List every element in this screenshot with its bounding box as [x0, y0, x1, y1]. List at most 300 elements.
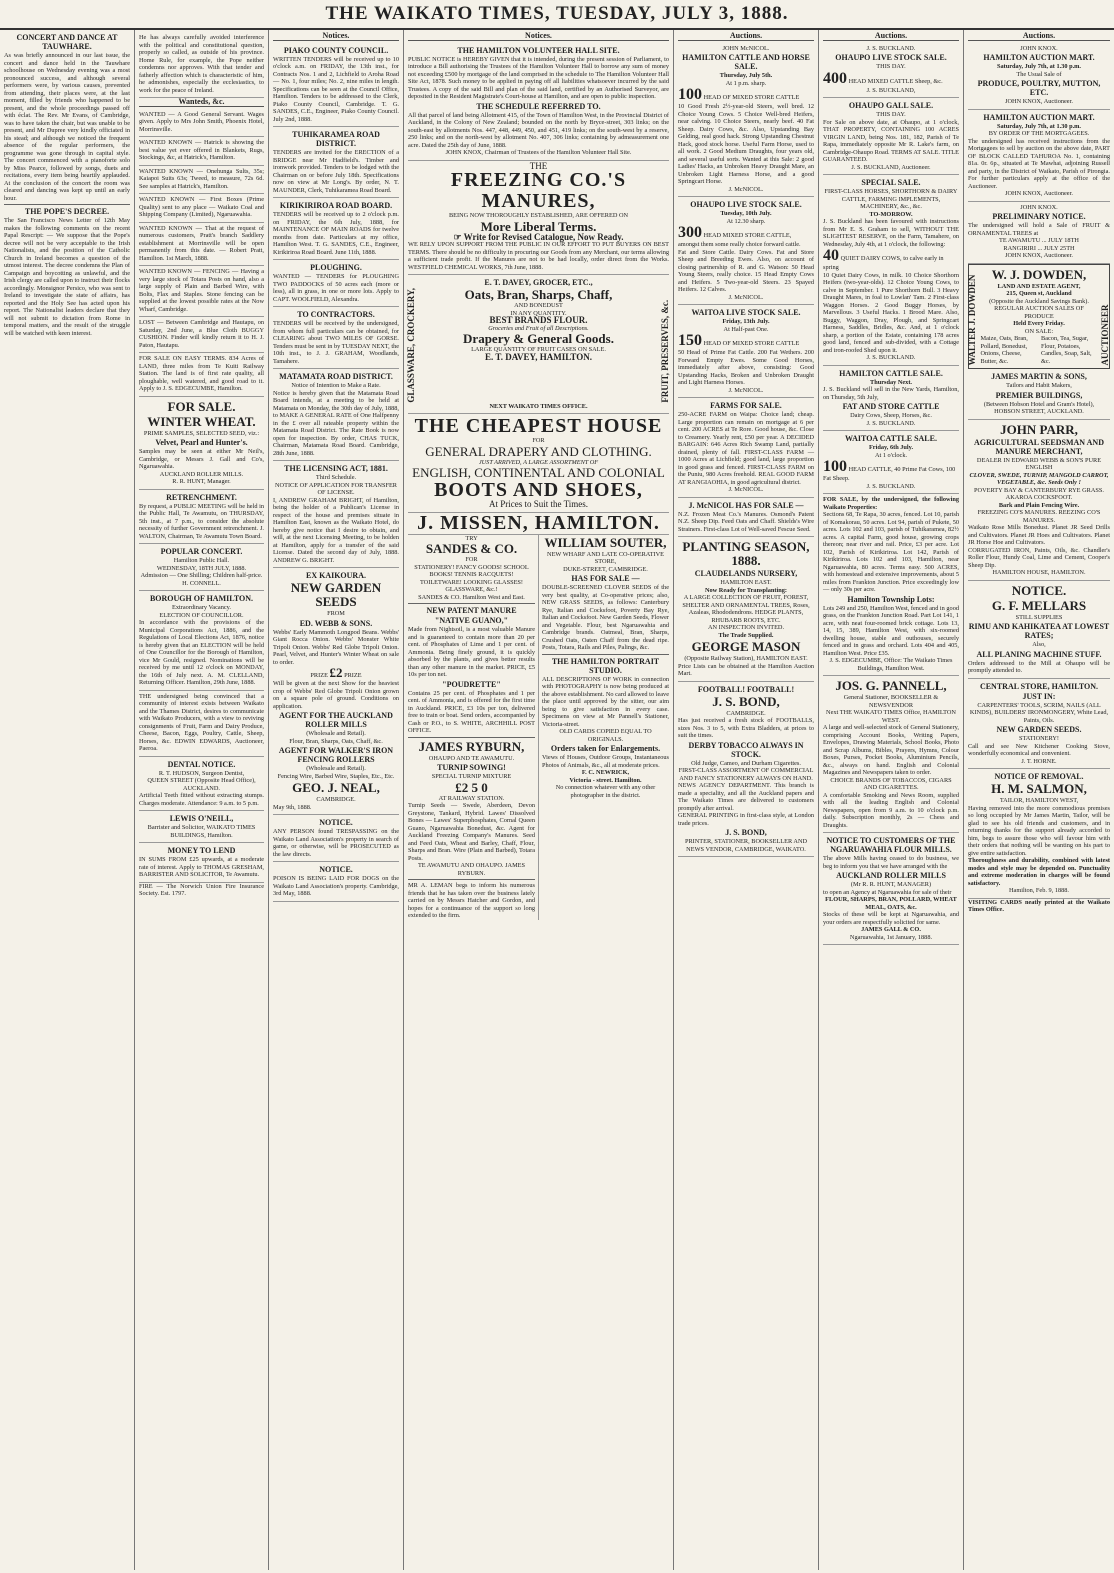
mart2-signature: JOHN KNOX, Auctioneer. [1005, 190, 1073, 197]
ngaru-text: The above Mills having ceased to do business, we beg to inform you that we have arranged with the [823, 855, 959, 870]
notice2-text: POISON IS BEING LAID FOR DOGS on the Waikato Land Association's property. Cambridge, 3rd May, 1888. [273, 875, 399, 897]
township-signature: J. S. EDGECUMBE, Office: The Waikato Times Buildings, Hamilton West. [829, 657, 953, 672]
news-agency: NEWS AGENCY DEPARTMENT. This branch is made a speciality, and all the Auckland papers and The Waikato Times are delivered to customers promptly after arrival. [678, 782, 814, 812]
gall-signature: J. S. BUCKLAND, Auctioneer. [851, 163, 931, 171]
agent-list: Flour, Bran, Sharps, Oats, Chaff, &c. [289, 737, 383, 745]
mellars-also: Also, [1032, 641, 1046, 648]
kirikiriroa-title: KIRIKIRIROA ROAD BOARD. [279, 201, 393, 210]
licensing-text: I, ANDREW GRAHAM BRIGHT, of Hamilton, being the holder of a Publican's License in respect of the house and premises situate in Hamilton East, known as the Waikato Hotel, do hereby give notice that I desire to obtain, and will, at the next Licensing Meeting, to be holden at Hamilton, apply for a transfer of the said License. Dated the second day of July, 1888. ANDREW G. BRIGHT. [273, 496, 399, 564]
ohaupo-live-signature: J. S. BUCKLAND, [866, 86, 916, 94]
ex-kaikoura-title: EX KAIKOURA. [305, 571, 366, 580]
column-2 [135, 30, 269, 1570]
borough-sub: Extraordinary Vacancy. [172, 604, 231, 611]
derby-sub: Old Judge, Cameo, and Durham Cigarettes. [691, 759, 801, 767]
popular-concert-venue: Hamilton Public Hall. [173, 557, 230, 564]
parr-location: AKAROA COCKSFOOT. [1005, 494, 1073, 501]
hcs-text: 10 Good Fresh 2½-year-old Steers, well bred. 12 Choice Young Cows. 5 Choice Well-bred Heifers, near calving. 10 Choice Steers, nearly beef. 40 Fat Sheep. Dairy Cows, &c. Also, Upstanding Bay Gelding, real good hack. Strong Upstanding Chestnut Hack, good stock horse. Useful Farm Horse, used to all work. 2 Good Medium Draughts, four years old, and several useful sorts. Wanted at this Sale: 2 good Ladies' Hacks, an Unbroken Heavy Draught Mare, an Unbroken Light Harness Horse, and a good Springcart Horse. [678, 103, 814, 185]
salmon-sub: TAILOR, HAMILTON WEST, [999, 797, 1079, 804]
ryburn-footer: TE AWAMUTU AND OHAUPO. JAMES RYBURN. [417, 862, 526, 877]
lewis-oneill-ad [139, 811, 264, 843]
forsale6-text: Sections 68, Te Rapa, 30 acres, fenced. Lot 10, parish of Komakorau, 50 acres. Lot 94, parish of Pukete, 50 acres. Lots 102 and 103, parish of Tuhikaramea, 82½ acres. A capital Farm, good house, growing crops thereon; near river and rail. Price, £3 per acre. Lot 102, Parish of Kirikiriroa. Lot 142, Parish of Kirikiriroa. Lots 102 and 103, Hamilton, near Ngaruawahia, 80 acres. Terms easy. 500 ACRES, with homestead and extensive improvements, about 5 miles from Frankton Junction. Price exceedingly low — only 30s per acre. [823, 511, 959, 593]
hcs-time: At 1 p.m. sharp. [725, 79, 767, 87]
column-6 [819, 30, 964, 1570]
mason-name: GEORGE MASON [691, 639, 801, 654]
mart2-title: HAMILTON AUCTION MART. [983, 112, 1095, 122]
newrick-address: Victoria - street. Hamilton. [569, 776, 642, 784]
pannell-text: A large and well-selected stock of General Stationery, comprising Account Books, Writing Papers, Envelopes, Drawing Materials, School Books, Photo and Scrap Albums, Bibles, Prayers, Hymns, Colour Boxes, Purses, Pocket Books, Aluminium Pencils, &c., always on hand. English and Colonial Magazines and Newspapers taken to order. [823, 724, 959, 776]
planting-nursery: CLAUDELANDS NURSERY, [694, 569, 798, 578]
freezing-title: FREEZING CO.'S MANURES, [450, 169, 627, 212]
martin-title: JAMES MARTIN & SONS, [991, 372, 1087, 381]
prelim-signature: JOHN KNOX, Auctioneer. [1005, 252, 1073, 259]
lost-ad: LOST — Between Cambridge and Hautapu, on Saturday, 2nd June, a Blue Cloth BUGGY CUSHION. Finder will kindly return it to H. J. Paton, Hautapu. [139, 317, 264, 353]
davey-title: Oats, Bran, Sharps, Chaff, [464, 287, 613, 302]
masthead [0, 0, 1114, 30]
freezing-catalogue: Write for Revised Catalogue, Now Ready. [463, 231, 624, 242]
column-3 [269, 30, 404, 1570]
mcnicol-has: J. McNICOL HAS FOR SALE — [688, 500, 804, 510]
parr-sub: AGRICULTURAL SEEDSMAN AND MANURE MERCHANT, [974, 437, 1104, 456]
parr-grass: POVERTY BAY & CANTERBURY RYE GRASS. [974, 486, 1104, 494]
waitoa6-signature: J. S. BUCKLAND. [866, 482, 916, 490]
schedule-title: THE SCHEDULE REFERRED TO. [476, 101, 601, 111]
volunteer-signature: JOHN KNOX, Chairman of Trustees of the Hamilton Volunteer Hall Site. [445, 149, 632, 156]
special-text: J. S. Buckland has been favoured with instructions from Mr E. S. Graham to sell, WITHOUT THE SLIGHTEST RESERVE, on the Farm, Tamahere, on Wednesday, July 4th, at 1 o'clock, the following: [823, 218, 959, 248]
central-just: JUST IN: [1022, 691, 1056, 701]
prelim-place-1: TE AWAMUTU ... JULY 18TH [999, 237, 1079, 244]
waitoa6-lot: HEAD CATTLE, 40 Prime Fat Cows, 100 Fat Sheep. [823, 466, 956, 482]
gall-text: For Sale on above date, at Ohaupo, at 1 o'clock, THAT PROPERTY, CONTAINING 100 ACRES VIRGIN LAND, being Nos. 181, 182, Parish of Te Rapa, immediately opposite Mr R. Lake's farm, on Cambridge-Ohaupo Road. TERMS AT SALE. TITLE GUARANTEED. [823, 118, 959, 163]
ngaru-goods: FLOUR, SHARPS, BRAN, POLLARD, WHEAT MEAL, OATS, &c. [825, 896, 957, 911]
notice-text: ANY PERSON found TRESPASSING on the Waikato Land Association's property in search of game, or otherwise, will be PROSECUTED as the law directs. [273, 828, 399, 858]
ngaru-signature: JAMES GALL & CO. [861, 926, 921, 933]
dental-title: DENTAL NOTICE. [167, 759, 236, 769]
auctions-heading-2: Auctions. [823, 32, 959, 41]
poudrette-title: "POUDRETTE" [442, 679, 501, 689]
mellars-timber: RIMU AND KAHIKATEA AT LOWEST RATES; [968, 622, 1110, 640]
printing: GENERAL PRINTING in first-class style, at London trade prices. [678, 812, 814, 827]
wanted-ad: WANTED KNOWN — Hatrick is showing the best value yet ever offered in Blankets, Rugs, Stockings, &c, at Hatrick's, Hamilton. [139, 137, 264, 166]
ohaupo-live-title: OHAUPO LIVE STOCK SALE. [835, 53, 947, 62]
davey-quantity: IN ANY QUANTITY. [510, 309, 567, 317]
martin-premier: PREMIER BUILDINGS, [995, 390, 1083, 400]
parr-house: HAMILTON HOUSE, HAMILTON. [992, 569, 1086, 576]
bond-sub: CAMBRIDGE. [726, 709, 766, 717]
central-stove: Call and see New Kitchener Cooking Stove, wonderfully economical and convenient. [968, 742, 1110, 757]
forsale6-title: FOR SALE, by the undersigned, the following Waikato Properties: [823, 496, 959, 511]
popular-concert-date: WEDNESDAY, 18TH JULY, 1888. [156, 564, 247, 572]
ohaupo-text: Fat and Store Cattle. Dairy Cows. Fat and Store Sheep and Breeding Ewes. Also, on account of closing partnership of R. and G. Watson: 50 Head Young Steers, really choice. 15 Head Empty Cows and Heifers. 5 Two-year-old Steers. 23 Spayed Heifers. 12 Calves. [678, 248, 814, 293]
cheapest-english: ENGLISH, CONTINENTAL AND COLONIAL [412, 465, 665, 481]
farms-title: FARMS FOR SALE. [710, 401, 782, 410]
turnip-text: Turnip Seeds — Swede, Aberdeen, Devon Greystone, Tankard, Hybrid. Lawes' Dissolved Bones — Lawes' Superphosphates, Cornal Queen Guano, Ngaruawahia Bonedust, &c. Agent for Auckland Freezing Company's Manures. Seed and Feed Oats, Wheat and Barley, Chaff, Flour, Sharps and Bran. Wire (Plain and Barbed), Totara Posts. [408, 802, 535, 862]
planting-ready: Now Ready for Transplanting: [704, 586, 788, 594]
bond-footer: PRINTER, STATIONER, BOOKSELLER AND NEWS VENDOR, CAMBRIDGE, WAIKATO. [684, 838, 808, 853]
turnip-price: £2 5 0 [455, 779, 488, 795]
winter-wheat-title: WINTER WHEAT. [147, 413, 256, 429]
retrenchment-ad [139, 490, 264, 545]
parr-title: JOHN PARR, [1000, 421, 1078, 437]
bond-title: J. S. BOND, [712, 693, 780, 709]
prize-amount: £2 [329, 665, 343, 680]
mart-signature: JOHN KNOX, Auctioneer. [1005, 98, 1073, 105]
bond-footer-name: J. S. BOND, [725, 828, 767, 837]
masthead-title: THE WAIKATO TIMES, TUESDAY, JULY 3, 1888. [325, 3, 789, 24]
pannell-smoking: A comfortable Smoking and News Room, supplied with all the leading English and Colonial Newspapers, open from 9 a.m. to 10 o'clock p.m. daily. Subscription monthly, 2s — Chess and Draughts. [823, 791, 959, 829]
hcs6-fat: FAT AND STORE CATTLE [842, 402, 940, 411]
pannell-location: Next THE WAIKATO TIMES Office, HAMILTON WEST. [826, 709, 956, 724]
mart-date: Saturday, July 7th, at 1.30 p.m. [997, 63, 1081, 70]
davey-groceries: Groceries and Fruit of all Descriptions. [488, 324, 589, 332]
this-day: THIS DAY. [876, 63, 906, 70]
freezing-terms: More Liberal Terms. [480, 218, 597, 234]
garden-seeds-title: NEW GARDEN SEEDS [290, 580, 382, 609]
matamata-sub: Notice of Intention to Make a Rate. [291, 382, 381, 389]
licensing-title: THE LICENSING ACT, 1881. [284, 464, 388, 473]
borough-ad [139, 591, 264, 691]
pannell-sub: General Stationer, BOOKSELLER & NEWSVENDOR [843, 694, 939, 709]
waitoa-lot: HEAD OF MIXED STORE CATTLE [703, 340, 800, 347]
ngaru-mills: AUCKLAND ROLLER MILLS [836, 871, 946, 880]
prize-text: Will be given at the next Show for the heaviest crop of Webbs' Red Globe Tripoli Onion grown on a square pole of ground. Conditions on application. [273, 680, 399, 710]
special-sub: FIRST-CLASS HORSES, SHORTHORN & DAIRY CATTLE, FARMING IMPLEMENTS, MACHINERY, &c., &c. [824, 188, 958, 210]
knox-header-2: JOHN KNOX. [1020, 203, 1058, 211]
sandes-for: FOR [465, 556, 478, 564]
parr-bark: Bark and Plain Fencing Wire. [998, 501, 1080, 509]
sandes-address: SANDES & CO. Hamilton West and East. [418, 593, 525, 601]
column-2-article: He has always carefully avoided interference with the political and constitutional question, properly so called, as outside of his province. Home Rule, for example, the Pope neither condemns nor approves. With that tender and fatherly affection which is characteristic of him, he admonishes, especially the ecclesiastics, to work for the peace of Ireland. [139, 32, 264, 98]
ploughing-title: PLOUGHING. [310, 263, 362, 272]
central-stationery: STATIONERY! [1018, 735, 1060, 742]
mart2-order: BY ORDER OF THE MORTGAGEES. [988, 130, 1090, 137]
souter-has: HAS FOR SALE — [571, 574, 640, 584]
notices-heading: Notices. [273, 32, 399, 41]
money-title: MONEY TO LEND [167, 846, 236, 855]
mart2-date: Saturday, July 7th, at 1.30 p.m. [997, 122, 1081, 130]
ohaupo-live-number: 400 [823, 69, 847, 87]
planting-location: HAMILTON EAST. [720, 579, 772, 586]
patent-text: Made from Nightsoil, is a most valuable Manure and is guaranteed to contain more than 20 per cent. of Phosphates of Lime and 1 per cent. of Ammonia. Being finely ground, it is quickly absorbed by the plants, and gives better results than any other manure in the market. PRICE, £5 10s per ton net. [408, 626, 535, 679]
garden-firm: ED. WEBB & SONS. [299, 618, 373, 628]
winter-wheat-ad [139, 397, 264, 490]
salmon-notice: NOTICE OF REMOVAL. [994, 772, 1084, 781]
auctions-heading: Auctions. [678, 32, 814, 41]
mellars-sub: STILL SUPPLIES [1015, 613, 1063, 621]
matamata-title: MATAMATA ROAD DISTRICT. [279, 372, 393, 381]
money-to-lend-ad [139, 843, 264, 883]
kirikiriroa-text: TENDERS will be received up to 2 o'clock p.m. on FRIDAY, the 6th July, 1888, for MAINTENANCE OF MAIN ROADS for twelve months from date. Particulars at my office, Hamilton West. T. G. SANDES, C.E., Engineer, Kirikiriroa Road Board. June 11th, 1888. [273, 211, 399, 256]
pointing-hand-icon: ☞ [453, 231, 464, 242]
agent2-sub: (Wholesale and Retail). [306, 765, 366, 772]
davey-head: E. T. DAVEY, GROCER, ETC., [484, 278, 593, 287]
newrick-footer: No connection whatever with any other photographer in the district. [555, 784, 656, 799]
dowden-goods-left: Maize, Oats, Bran, Pollard, Bonedust, Onions, Cheese, Butter, &c. [980, 335, 1028, 365]
freezing-text: WE RELY UPON SUPPORT FROM THE PUBLIC IN OUR EFFORT TO PUT BUYERS ON BEST TERMS. There should be no difficulty in procuring our Goods from any Merchant, our terms allowing a sufficient trade profit. If the Manures are not to be had locally, order direct from the Works. WESTFIELD CHEMICAL WORKS, 7th June, 1888. [408, 241, 669, 271]
wheat-sub: PRIME SAMPLES, SELECTED SEED, viz.: [143, 429, 260, 437]
prelim-place-2: RANGIRIRI ... JULY 25TH [1003, 244, 1075, 252]
davey-right-side: FRUIT, PRESERVES, &c. [659, 299, 670, 403]
davey-fruit: LARGE QUANTITY OF FRUIT CASES ON SALE. [471, 346, 606, 353]
contractors-title: TO CONTRACTORS. [297, 310, 375, 319]
parr-seeds: CLOVER, SWEDE, TURNIP, MANGOLD CARROT, VEGETABLE, &c. Seeds Only ! [969, 471, 1109, 486]
dowden-side-right: AUCTIONEER [1099, 303, 1110, 365]
dowden-side-left: WALTER J. DOWDEN [967, 274, 977, 365]
souter-text: DOUBLE-SCREENED CLOVER SEEDS of the very best quality, at Co-operative prices; also, NEW GRASS SEEDS, as follows: Canterbury Rye, Italian and Cocksfoot, Poverty Bay Rye, Italian and Cocksfoot. New Garden Seeds, Flower and Vegetable. Flour, best Ngaruawahia and Cambridge brands. Oatmeal, Bran, Sharps, Crushed Oats, Oaten Chaff from the dead ripe. Posts, Totara, Rails and Piles, Palings, &c. [542, 584, 669, 652]
lewis-title: LEWIS O'NEILL, [169, 814, 234, 823]
cheapest-boots: BOOTS AND SHOES, [434, 479, 643, 502]
borough-text: In accordance with the provisions of the Municipal Corporations Act, 1886, and the Regulations of Local Elections Act, 1876, notice is hereby given that an ELECTION will be held of One Councillor for the Borough of Hamilton, vice Mr Gould, resigned. Nominations will be received by me until 12 o'clock on MONDAY, the 16th of July next. A. M. CLELLAND, Returning Officer. Hamilton, 29th June, 1888. [139, 619, 264, 686]
central-seeds: NEW GARDEN SEEDS. [996, 725, 1082, 734]
cheapest-for: FOR [532, 437, 545, 445]
notice2-title: NOTICE. [319, 865, 353, 874]
davey-drapery: Drapery & General Goods. [463, 331, 614, 346]
gall-title: OHAUPO GALL SALE. [848, 101, 934, 110]
salmon-bold: Thoroughness and durability, combined with latest modes and style may be depended on. Punctuality and extreme moderation in charges will be found satisfactory. [968, 857, 1110, 887]
newrick-name: F. C. NEWRICK, [581, 769, 630, 777]
hcs-signature: J. McNICOL. [728, 185, 764, 193]
freezing-sub: BEING NOW THOROUGHLY ESTABLISHED, ARE OFFERED ON [448, 212, 629, 219]
souter-sub: NEW WHARF AND LATE CO-OPERATIVE STORE, [547, 550, 664, 566]
pannell-title: JOS. G. PANNELL, [835, 678, 947, 693]
portrait-copies: OLD CARDS COPIED EQUAL TO ORIGINALS. [559, 728, 652, 743]
souter-location: DUKE-STREET, CAMBRIDGE. [563, 565, 648, 573]
salmon-text: Having removed into the more commodious premises so long occupied by Mr James Martin, Tailor, will be glad to see his old friends and customers, and in returning thanks for the support already accorded to him, begs to assure those who will favour him with their orders that nothing will be wanting on his part to give entire satisfaction. [968, 804, 1110, 857]
for-sale-title: FOR SALE. [167, 398, 236, 414]
dowden-land: LAND AND ESTATE AGENT, [997, 282, 1081, 290]
money-text: IN SUMS FROM £25 upwards, at a moderate rate of interest. Apply to THOMAS GRESHAM, BARRISTER AND SOLICITOR, Te Awamutu. [139, 856, 264, 878]
hcs6-signature: J. S. BUCKLAND. [866, 419, 916, 427]
mill-name: AUCKLAND ROLLER MILLS. [159, 470, 244, 478]
waitoa6-title: WAITOA CATTLE SALE. [845, 434, 937, 443]
mart-usual: The Usual Sale of [1016, 70, 1062, 78]
ngaru-date: Ngaruawahia, 1st January, 1888. [849, 933, 933, 941]
mason-sub: (Opposite Railway Station), HAMILTON EAST. [684, 655, 808, 662]
portrait-title: THE HAMILTON PORTRAIT STUDIO. [551, 656, 660, 675]
mcnicol-text: N.Z. Frozen Meat Co.'s Manures. Osmond's Patent N.Z. Sheep Dip. Feed Oats and Chaff. Shields's Wire Strainers. First-class Lot of Well-saved Fescue Seed. [678, 510, 814, 533]
waitoa-date: Friday, 13th July. [722, 318, 770, 325]
ngaru-title: NOTICE TO CUSTOMERS OF THE NGARUAWAHIA FLOUR MILLS. [826, 836, 956, 854]
ohaupo-title: OHAUPO LIVE STOCK SALE. [690, 200, 802, 209]
mart2-text: The undersigned has received instructions from the Mortgagees to sell by auction on the above date, PART OF BLOCK CALLED TAHUROA No. 1, containing 81a. 0r. 6p., situated at Te Mawhai, adjoining Russell and party, in the District of Waikato, Parish of Pirongia. For further particulars apply at the office of the Auctioneer. [968, 137, 1110, 190]
borough-title: BOROUGH OF HAMILTON. [149, 594, 254, 603]
undersigned-ad: THE undersigned being convinced that a community of interest exists between Waikato and the Thames District, desires to communicate with Waikato Producers, with a view to reviving consignments of Fruit, Farm and Dairy Produce, Cheese, Bacon, Eggs, Poultry, Cattle, Sheep, Horses, &c. EDWIN EDWARDS, Auctioneer, Paeroa. [139, 691, 264, 757]
fire-ad: FIRE — The Norwich Union Fire Insurance Society. Est. 1797. [139, 882, 264, 897]
waitoa6-date: Friday, 6th July. [868, 444, 914, 451]
mason-footer: Price Lists can be obtained at the Hamilton Auction Mart. [678, 662, 814, 677]
special-signature: J. S. BUCKLAND. [866, 354, 916, 361]
popular-concert-ad [139, 544, 264, 591]
column-4 [404, 30, 674, 1570]
mill-manager: R. R. HUNT, Manager. [172, 478, 231, 485]
column-7 [964, 30, 1114, 1570]
bond-text: Has just received a fresh stock of FOOTBALLS, sizes Nos. 3 to 5, with Extra Bladders, at prices to suit the times. [678, 717, 814, 739]
cheapest-sub: GENERAL DRAPERY AND CLOTHING. [425, 443, 652, 459]
sandes-try: TRY [465, 534, 478, 542]
dowden-opposite: (Opposite the Auckland Savings Bank). [989, 297, 1089, 305]
ohaupo-time: At 12.30 sharp. [726, 217, 766, 225]
borough-election: ELECTION OF COUNCILLOR. [159, 611, 244, 619]
special-tomorrow: TO-MORROW. [869, 210, 913, 218]
hcs6-date: Thursday Next. [870, 378, 912, 386]
ploughing-text: WANTED — TENDERS for PLOUGHING TWO PADDOCKS of 50 acres each (more or less), all in grass, in one or more lots. Apply to CAPT. WOOLFIELD, Alexandra. [273, 273, 399, 303]
patent-title: NEW PATENT MANURE [426, 606, 517, 616]
licensing-sub: Third Schedule. [315, 474, 357, 481]
leman-text: MR A. LEMAN begs to inform his numerous friends that he has taken over the business lately carried on by Messrs Hatcher and Gordon, and hopes for a continuance of the support so long extended to the firm. [408, 882, 535, 920]
ngaru-manager: (Mr R. R. HUNT, MANAGER) [850, 881, 932, 888]
cheapest-prices: At Prices to Suit the Times. [488, 499, 588, 510]
missen-banner: J. MISSEN, HAMILTON. [408, 513, 669, 535]
popular-concert-admission: Admission — One Shilling; Children half-price. H. CONNELL. [140, 572, 263, 587]
special-number: 40 [823, 247, 839, 264]
ohaupo-date: Tuesday, 10th July. [720, 210, 772, 217]
pannell-tobacco: CHOICE BRANDS OF TOBACCOS, CIGARS AND CIGARETTES. [830, 776, 952, 791]
central-signature: J. T. HORNE. [1021, 757, 1057, 765]
waitoa-number: 150 [678, 332, 702, 349]
dowden-regular: REGULAR AUCTION SALES OF PRODUCE [994, 305, 1084, 320]
ohaupo-lot: HEAD MIXED STORE CATTLE, amongst them some really choice forward cattle. [678, 232, 801, 248]
hcs6-title: HAMILTON CATTLE SALE. [839, 368, 943, 378]
dowden-name: W. J. DOWDEN, [991, 266, 1087, 282]
martin-street: HOBSON STREET, AUCKLAND. [994, 408, 1084, 415]
hcs-date: Thursday, July 5th. [719, 72, 773, 79]
column-1 [0, 30, 135, 1570]
ohaupo-number: 300 [678, 224, 702, 241]
piako-title: PIAKO COUNTY COUNCIL. [283, 45, 389, 55]
poudrette-text: Contains 25 per cent. of Phosphates and 1 per cent. of Ammonia, and is offered for the first time in Auckland. PRICE, £3 10s per ton, delivered free to train or boat. Send orders, accompanied by Cash or P.O., to S. WHITE, ARCHHILL POST OFFICE. [408, 689, 535, 735]
mellars-text: Orders addressed to the Mill at Ohaupo will be promptly attended to. [968, 659, 1110, 674]
turnip-station: AT RAILWAY STATION. [438, 794, 505, 802]
ryburn-sub: OHAUPO AND TE AWAMUTU. [428, 754, 515, 762]
dowden-goods-right: Bacon, Tea, Sugar, Flour, Potatoes, Candles, Soap, Salt, &c. [1041, 335, 1092, 365]
prelim-text: The undersigned will hold a Sale of FRUIT & ORNAMENTAL TREES at [968, 222, 1110, 237]
lewis-sub: Barrister and Solicitor, WAIKATO TIMES BUILDINGS, Hamilton. [147, 824, 256, 839]
pope-text: The San Francisco News Letter of 12th May makes the following comments on the recent Papal Rescript: — We suppose that the Pope's decree will not be very acceptable to the Irish Nationalists, and the position of the Catholic Church in Ireland becomes a question of the utmost interest. The decree condemns the Plan of Campaign and boycotting as unlawful, and the Irish clergy are called upon to instruct their flocks accordingly. Monsignor Persico, who was sent to Ireland to investigate the state of affairs, has reported and the Holy See has acted upon his report. The Nationalist leaders declare that they will not submit to dictation from Rome in temporal matters, and the result of the struggle will be watched with keen interest. [4, 217, 130, 337]
waitoa-time: At Half-past One. [723, 325, 769, 333]
mart-produce: PRODUCE, POULTRY, MUTTON, ETC. [977, 79, 1101, 97]
schedule-text: All that parcel of land being Allotment 415, of the Town of Hamilton West, in the Provincial District of Auckland, in the Colony of New Zealand; bounded on the north by Bryce-street, 303 links; on the south-east by allotments Nos. 447, 448, 449, 450, and 451, 419 links; on the south-west by a reserve, 250 links; and on the north-west by allotment No. 407, 306 links; containing by admeasurement one acre. Dated the 25th day of June, 1888. [408, 111, 669, 149]
turnip-title: TURNIP SOWING! [437, 763, 506, 773]
agent-title: AGENT FOR THE AUCKLAND ROLLER MILLS [279, 711, 393, 729]
tuhikaramea-text: TENDERS are invited for the ERECTION of a BRIDGE near Mr Hadfield's. Timber and ironwork provided. Tenders to be lodged with the Chairman on or before July 18th. Specifications now on view at Mr Long's. By order, N. T. MAUNDER, Clerk, Tuhikaramea Road Board. [273, 149, 399, 194]
retrenchment-title: RETRENCHMENT. [166, 492, 237, 502]
cheapest-title: THE CHEAPEST HOUSE [414, 415, 663, 438]
salmon-name: H. M. SALMON, [991, 781, 1087, 796]
wanted-ad: WANTED KNOWN — FENCING — Having a very large stock of Totara Posts on hand, also a large supply of Plain and Barbed Wire, with Bolts, Flax and Staples. Stone fencing can be supplied at the lowest possible rates at the Now Wharf, Cambridge. [139, 266, 264, 317]
farms-text: 250-ACRE FARM on Waipa: Choice land; cheap. Large proportion can remain on mortgage at 6 per cent. 200 ACRES at Te Rore. Good house, &c. Close to Creamery. Yearly rent, £50 per year. A DECIDED BARGAIN: 646 Acres Rich Swamp Land, partially drained, plenty of fall. FIRST-CLASS FARM — 1000 Acres at Lichfield; good land, large proportion in good grass and fenced. FIRST-CLASS FARM on the Puniu, 980 Acres freehold. REAL GOOD FARM AT RANGIAOHIA, in good agricultural district. [678, 411, 814, 486]
pope-title: THE POPE'S DECREE. [24, 207, 110, 216]
hcs-lot: HEAD OF MIXED STORE CATTLE [703, 94, 800, 101]
ohaupo-signature: J. McNICOL. [728, 293, 764, 301]
turnip-mix: SPECIAL TURNIP MIXTURE [431, 773, 512, 781]
planting-trade: The Trade Supplied. [718, 631, 774, 639]
wheat-text: Samples may be seen at either Mr Neil's, Cambridge, or Messrs J. Gall and Co's, Ngaruawahia. [139, 448, 264, 470]
township-title: Hamilton Township Lots: [847, 594, 935, 604]
farms-signature: J. McNICOL. [728, 486, 764, 493]
bond-stationery: FIRST-CLASS ASSORTMENT OF COMMERCIAL AND FANCY STATIONERY ALWAYS ON HAND. [678, 767, 814, 782]
hcs-title: HAMILTON CATTLE AND HORSE SALE. [682, 53, 810, 71]
geo-neal-sub: CAMBRIDGE. [316, 796, 356, 803]
souter-title: WILLIAM SOUTER, [544, 534, 667, 550]
agent2-list: Fencing Wire, Barbed Wire, Staples, Etc., Etc. [277, 772, 395, 780]
special-list: 10 Quiet Dairy Cows, in milk. 10 Choice Shorthorn Heifers (two-year-olds). 12 Choice Young Cows, to calve in September. 1 Pure Shorthorn Bull. 3 Heavy Draught Mares, in foal to Lowlan' Tam. 2 First-class Waggon Horses. 2 Good Buggy Horses, by Marvellous. 3 Useful Hacks. 1 Brood Mare. Also, Buggy, Waggon, Dray, Plough, and Springcart Harness, Saddles, Bridles, &c. And, at 1 o'clock sharp, a portion of the Estate, containing 178 acres good land, fenced and sub-divided, with a Cottage and iron-roofed Shed upon it. [823, 271, 959, 354]
auctions-heading-3: Auctions. [968, 32, 1110, 41]
dental-name: R. T. HUDSON, Surgeon Dentist, [158, 769, 245, 777]
township-text: Lots 249 and 250, Hamilton West, fenced and in good grass, on the Frankton Junction Road. Part Lot 141, 1 acre, with neat four-roomed brick cottage. Lots 13, 14, 15, 389, Hamilton West, with six-roomed dwelling house, stable and outhouses, securely fenced and in grass and orchard. Lots 404 and 405, Hamilton West. Price £35. [823, 604, 959, 657]
waitoa-text: 50 Head of Prime Fat Cattle. 200 Fat Wethers. 200 Forward Empty Ewes. Some Good Horses, immediately after above, consisting: Good Upstanding Hacks, Broken and Unbroken Draught and Light Harness Horses. [678, 349, 814, 386]
dowden-address: 215, Queen st, Auckland [1006, 290, 1072, 297]
mart-title: HAMILTON AUCTION MART. [983, 53, 1095, 62]
gall-day: THIS DAY. [876, 111, 906, 118]
martin-location: (Between Hobson Hotel and Gram's Hotel), [983, 400, 1095, 408]
agent-sub: (Wholesale and Retail). [306, 730, 366, 737]
garden-from: FROM [327, 610, 345, 617]
ngaru-text3: Stocks of these will be kept at Ngaruawahia, and your orders are respectfully solicited for same. [823, 911, 959, 926]
central-items: CARPENTERS' TOOLS, SCRIM, NAILS (ALL KINDS), BUILDERS' IRONMONGERY, White Lead, Paints, Oils. [969, 701, 1109, 724]
mellars-notice: NOTICE. [1011, 582, 1067, 598]
mcnicol-header: JOHN McNICOL. [722, 44, 770, 52]
hcs6-text: J. S. Buckland will sell in the New Yards, Hamilton, on Thursday, 5th July, [823, 386, 959, 401]
notices-heading-2: Notices. [408, 32, 669, 41]
central-title: CENTRAL STORE, HAMILTON. [979, 681, 1099, 691]
ohaupo-live-lot: HEAD MIXED CATTLE Sheep, &c. [848, 77, 943, 85]
special-lot: QUIET DAIRY COWS, to calve early in spring [823, 255, 944, 271]
sandes-title: SANDES & CO. [425, 541, 518, 557]
column-5 [674, 30, 819, 1570]
martin-sub: Tailors and Habit Makers, [1006, 382, 1072, 389]
hcs6-fat-sub: Dairy Cows, Sheep, Horses, &c. [850, 412, 932, 419]
wanted-ad: WANTED KNOWN — That at the request of numerous customers, Pratt's branch Saddlery establishment at Morrinsville will be open permanently from this date. — Robert Pratt, Hamilton. 1st March, 1888. [139, 223, 264, 267]
planting-title: PLANTING SEASON, 1888. [682, 539, 810, 568]
davey-and: AND BONEDUST [514, 302, 563, 309]
parr-dealer: DEALER IN EDWARD WEBB & SON'S PURE ENGLISH [976, 456, 1102, 471]
tuhikaramea-title: TUHIKARAMEA ROAD DISTRICT. [292, 130, 380, 148]
contractors-text: TENDERS will be received by the undersigned, from whom full particulars can be obtained, for CLEARING about TWO MILES OF GORSE. Tenders must be sent in by TUESDAY NEXT, the 10th inst., to J. J. GRAHAM, Woodlands, Tamahere. [273, 320, 400, 365]
planting-text: A LARGE COLLECTION OF FRUIT, FOREST, SHELTER AND ORNAMENTAL TREES, Roses, Azaleas, Rhododendrons. HEDGE PLANTS, RHUBARB ROOTS, ETC. [682, 594, 810, 624]
wheat-kinds: Velvet, Pearl and Hunter's. [155, 438, 248, 447]
notice-title: NOTICE. [319, 818, 353, 827]
retrenchment-text: By request, a PUBLIC MEETING will be held in the Public Hall, Te Awamutu, on THURSDAY, 5th inst., at 7 p.m., to consider the absolute necessity of further Government retrenchment. J. WALTON, Chairman, Te Awamutu Town Board. [139, 502, 264, 540]
licensing-notice: NOTICE OF APPLICATION FOR TRANSFER OF LICENSE. [275, 481, 397, 496]
prelim-title: PRELIMINARY NOTICE. [992, 212, 1086, 221]
parr-text: Waikato Rose Mills Bonedust. Planet JR Seed Drills and Cultivators. Planet JR Hoes and Cultivators. Planet JR Horse Hoe and Cultivators. [968, 524, 1110, 546]
waitoa-signature: J. McNICOL. [728, 386, 764, 394]
wanteds-heading: Wanteds, &c. [139, 98, 264, 107]
salmon-date: Hamilton, Feb. 9, 1888. [1009, 887, 1069, 894]
dowden-friday: Held Every Friday. [1013, 320, 1065, 327]
parr-corrugated: CORRUGATED IRON, Paints, Oils, &c. Chandler's Roller Flour, Hundy Coal, Lime and Cement, Cooper's Sheep Dip. [968, 546, 1110, 569]
ngaru-text2: to open an Agency at Ngaruawahia for sale of their [823, 888, 952, 896]
hcs-number: 100 [678, 86, 702, 103]
parr-freezing: FREEZING CO'S MANURES. REEZING CO'S MANURES. [977, 509, 1101, 524]
volunteer-title: THE HAMILTON VOLUNTEER HALL SITE. [457, 45, 620, 55]
dental-address: QUEEN STREET (Opposite Head Office), AUCKLAND. [147, 777, 256, 792]
special-title: SPECIAL SALE. [861, 178, 921, 187]
davey-flour: BEST BRANDS FLOUR. [489, 315, 588, 325]
portrait-enlarge: Orders taken for Enlargements. [550, 744, 661, 754]
wanted-ad: WANTED — A Good General Servant. Wages given. Apply to Mrs John Smith, Phoenix Hotel, Morrinsville. [139, 109, 264, 138]
concert-text: As was briefly announced in our last issue, the concert and dance held in the Tauwhare schoolhouse on Wednesday evening was a most pronounced success, and although several performers were, by various causes, prevented from attending, their places were, at the last moment, filled by friends who happened to be present, and the whole proceedings passed off with éclat. The Rev. Mr Evans, of Cambridge, was to have taken the chair, but was unable to be present, and Mr Dupree very kindly officiated in his stead; and although we noticed the frequent absence of the regular performers, the programme was gone through in capital style. The concert commenced with a pianoforte solo by Miss Pearce, followed by songs, duets and recitations, every item being heartily applauded. At the conclusion of the concert the room was cleared and dancing was kept up until an early hour. [4, 52, 130, 202]
portrait-views: Views of Houses, Outdoor Groups, Instantaneous Photos of Animals, &c., all at moderate prices. [542, 754, 669, 769]
buckland-header: J. S. BUCKLAND. [866, 44, 916, 52]
portrait-text: ALL DESCRIPTIONS OF WORK in connection with PHOTOGRAPHY is now being produced at the above establishment. No card allowed to leave the place until approved by the sitter, our aim being to give satisfaction in every case. Specimens on view at Mr Pannell's Stationer, Victoria-street. [542, 675, 669, 728]
cheapest-just: JUST ARRIVED, A LARGE ASSORTMENT OF [478, 458, 599, 466]
planting-invite: AN INSPECTION INVITED. [707, 624, 785, 631]
dental-ad [139, 757, 264, 812]
mellars-planing: ALL PLANING MACHINE STUFF. [976, 649, 1102, 659]
sandes-lines: STATIONERY! FANCY GOODS! SCHOOL BOOKS! TENNIS RACQUETS! TOILETWARE! LOOKING GLASSES! GLASSWARE, &c.! [414, 563, 529, 594]
patent-name: "NATIVE GUANO," [434, 616, 509, 626]
volunteer-text: PUBLIC NOTICE is HEREBY GIVEN that it is intended, during the present session of Parliament, to introduce a Bill authorising the Trustees of the Hamilton Volunteer Hall to borrow any sum of money not exceeding £500 by mortgage of the land comprised in the schedule to The Hamilton Volunteer Hall Site Act, 1878. Such money to be applied in paying off all liabilities whatsoever incurred by the said Trustees. A copy of the said Bill and plan of the said land, certified by an Authorised Surveyor, are deposited in the Resident Magistrate's Court-house at Hamilton, and are open to public inspection. [408, 55, 669, 100]
